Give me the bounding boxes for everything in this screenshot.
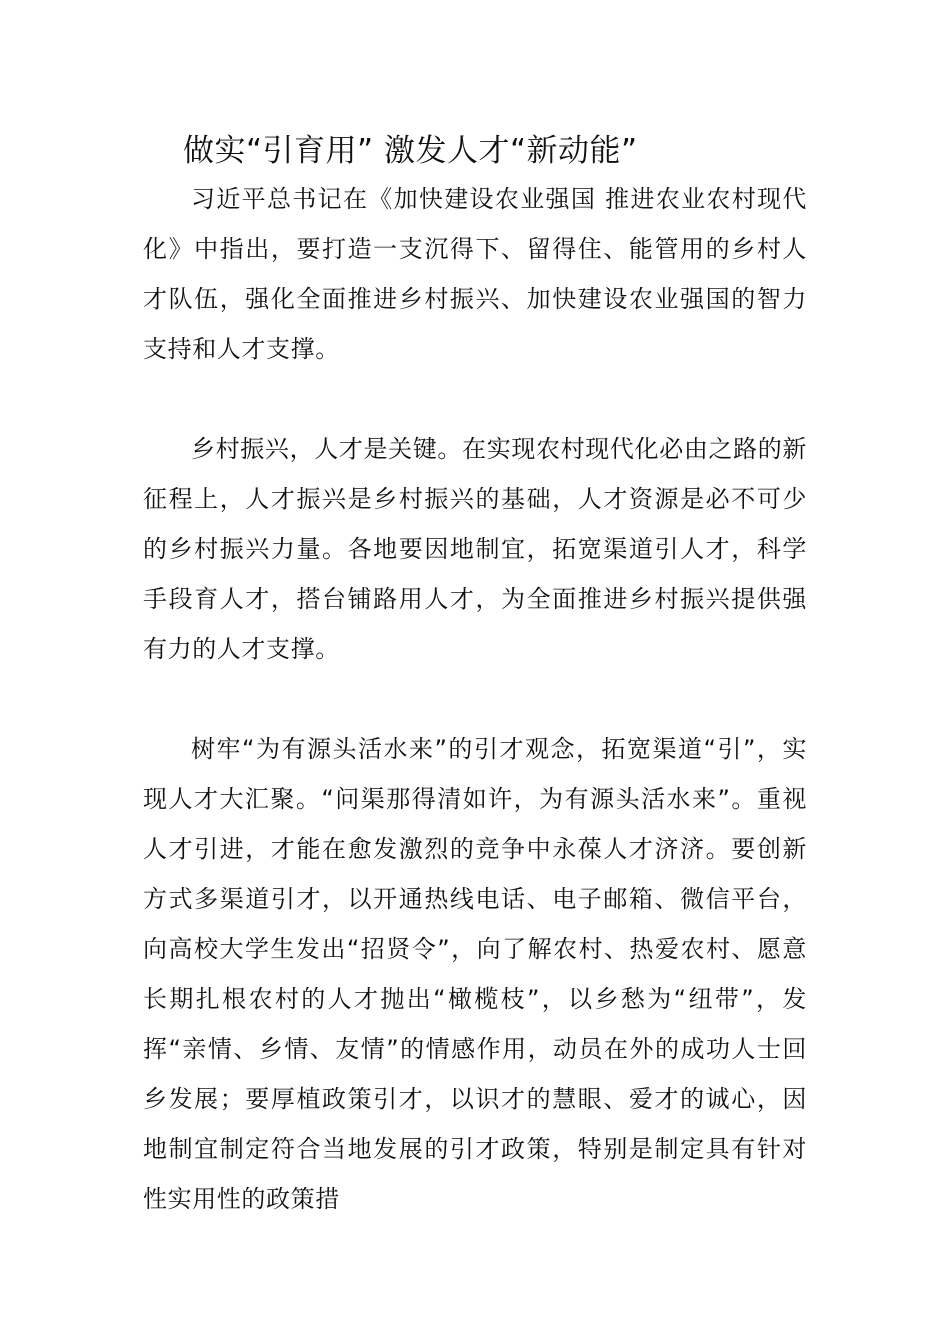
document-page <box>143 128 807 1224</box>
paragraph-talent-attraction: 树牢“为有源头活水来”的引才观念，拓宽渠道“引”，实现人才大汇聚。“问渠那得清如许，为有源头活水来”。重视人才引进，才能在愈发激烈的竞争中永葆人才济济。要创新方式多渠道引才，以开通热线电话、电子邮箱、微信平台，向高校大学生发出“招贤令”，向了解农村、热爱农村、愿意长期扎根农村的人才抛出“橄榄枝”，以乡愁为“纽带”，发挥“亲情、乡情、友情”的情感作用，动员在外的成功人士回乡发展；要厚植政策引才，以识才的慧眼、爱才的诚心，因地制宜制定符合当地发展的引才政策，特别是制定具有针对性实用性的政策措 <box>143 735 807 1213</box>
document-title: 做实“引育用” 激发人才“新动能” <box>183 133 638 169</box>
paragraph-rural-revitalization: 乡村振兴，人才是关键。在实现农村现代化必由之路的新征程上，人才振兴是乡村振兴的基础，人才资源是必不可少的乡村振兴力量。各地要因地制宜，拓宽渠道引人才，科学手段育人才，搭台铺路用人才，为全面推进乡村振兴提供强有力的人才支撑。 <box>143 435 807 663</box>
paragraph-spacer <box>143 374 807 424</box>
paragraph-spacer <box>143 674 807 724</box>
paragraph-intro: 习近平总书记在《加快建设农业强国 推进农业农村现代化》中指出，要打造一支沉得下、留得住、能管用的乡村人才队伍，强化全面推进乡村振兴、加快建设农业强国的智力支持和人才支撑。 <box>143 185 807 363</box>
